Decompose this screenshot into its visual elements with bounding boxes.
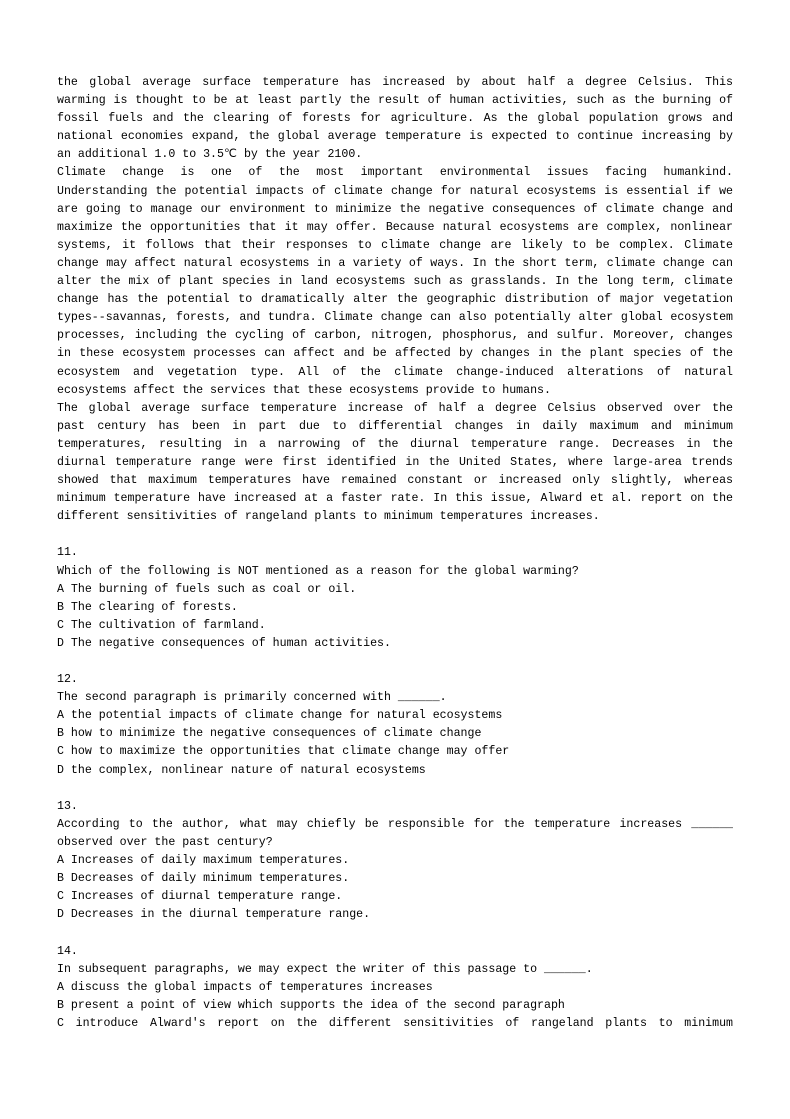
answer-option: A Increases of daily maximum temperatures. bbox=[57, 854, 350, 868]
passage-line: maximize the opportunities that it may offer. Because natural ecosystems are complex, nonlinear bbox=[57, 220, 733, 234]
passage-line: temperatures, resulting in a narrowing of the diurnal temperature range. Decreases in the bbox=[57, 437, 733, 451]
answer-option: A the potential impacts of climate change for natural ecosystems bbox=[57, 709, 503, 723]
answer-option: C The cultivation of farmland. bbox=[57, 618, 266, 632]
answer-option: C introduce Alward's report on the different sensitivities of rangeland plants to minimum bbox=[57, 1016, 733, 1030]
passage-line: different sensitivities of rangeland plants to minimum temperatures increases. bbox=[57, 510, 600, 524]
passage-line: fossil fuels and the clearing of forests for agriculture. As the global population grows and bbox=[57, 112, 733, 126]
passage-line: warming is thought to be at least partly the result of human activities, such as the burning of bbox=[57, 94, 733, 108]
passage-line: systems, it follows that their responses to climate change are likely to be complex. Climate bbox=[57, 238, 733, 252]
answer-option: B present a point of view which supports the idea of the second paragraph bbox=[57, 998, 565, 1012]
passage-line: The global average surface temperature increase of half a degree Celsius observed over the bbox=[57, 401, 733, 415]
question-stem: In subsequent paragraphs, we may expect the writer of this passage to ______. bbox=[57, 962, 593, 976]
passage-line: an additional 1.0 to 3.5℃ by the year 2100. bbox=[57, 148, 363, 162]
blank-line bbox=[57, 780, 733, 798]
answer-option: B how to minimize the negative consequences of climate change bbox=[57, 727, 482, 741]
passage-line: types--savannas, forests, and tundra. Climate change can also potentially alter global ecosystem bbox=[57, 311, 733, 325]
answer-option: A discuss the global impacts of temperatures increases bbox=[57, 980, 433, 994]
passage-line: the global average surface temperature has increased by about half a degree Celsius. This bbox=[57, 76, 733, 89]
answer-option: B The clearing of forests. bbox=[57, 600, 238, 614]
passage-line: ecosystem and vegetation type. All of the climate change-induced alterations of natural bbox=[57, 365, 733, 379]
passage-line: processes, including the cycling of carbon, nitrogen, phosphorus, and sulfur. Moreover, changes bbox=[57, 329, 733, 343]
passage-line: diurnal temperature range were first identified in the United States, where large-area trends bbox=[57, 455, 733, 469]
passage-line: Understanding the potential impacts of climate change for natural ecosystems is essential if we bbox=[57, 184, 733, 198]
passage-line: change may affect natural ecosystems in a variety of ways. In the short term, climate change can bbox=[57, 256, 733, 270]
question-number: 13. bbox=[57, 799, 78, 813]
question-number: 11. bbox=[57, 546, 78, 560]
question-stem: According to the author, what may chiefly be responsible for the temperature increases ______ bbox=[57, 817, 733, 831]
passage-line: past century has been in part due to differential changes in daily maximum and minimum bbox=[57, 419, 733, 433]
passage-line: in these ecosystem processes can affect and be affected by changes in the plant species of the bbox=[57, 347, 733, 361]
question-stem: Which of the following is NOT mentioned as a reason for the global warming? bbox=[57, 564, 579, 578]
answer-option: B Decreases of daily minimum temperatures. bbox=[57, 872, 350, 886]
passage-line: ecosystems affect the services that these ecosystems provide to humans. bbox=[57, 383, 551, 397]
passage-line: are going to manage our environment to minimize the negative consequences of climate change and bbox=[57, 202, 733, 216]
passage-line: alter the mix of plant species in land ecosystems such as grasslands. In the long term, climate bbox=[57, 275, 733, 289]
question-stem: observed over the past century? bbox=[57, 835, 273, 849]
answer-option: C how to maximize the opportunities that climate change may offer bbox=[57, 745, 510, 759]
passage-line: minimum temperature have increased at a faster rate. In this issue, Alward et al. report on the bbox=[57, 492, 733, 506]
document-page bbox=[57, 74, 733, 1033]
question-number: 14. bbox=[57, 944, 78, 958]
passage-line: change has the potential to dramatically alter the geographic distribution of major vegetation bbox=[57, 293, 733, 307]
passage-line: national economies expand, the global average temperature is expected to continue increasing by bbox=[57, 130, 733, 144]
answer-option: D the complex, nonlinear nature of natural ecosystems bbox=[57, 763, 426, 777]
answer-option: D Decreases in the diurnal temperature range. bbox=[57, 908, 371, 922]
blank-line bbox=[57, 924, 733, 942]
blank-line bbox=[57, 653, 733, 671]
passage-line: showed that maximum temperatures have remained constant or increased only slightly, whereas bbox=[57, 474, 733, 488]
passage-line: Climate change is one of the most important environmental issues facing humankind. bbox=[57, 166, 733, 180]
answer-option: C Increases of diurnal temperature range. bbox=[57, 890, 343, 904]
answer-option: A The burning of fuels such as coal or oil. bbox=[57, 582, 357, 596]
question-stem: The second paragraph is primarily concerned with ______. bbox=[57, 691, 447, 705]
question-number: 12. bbox=[57, 673, 78, 687]
answer-option: D The negative consequences of human activities. bbox=[57, 636, 391, 650]
blank-line bbox=[57, 526, 733, 544]
